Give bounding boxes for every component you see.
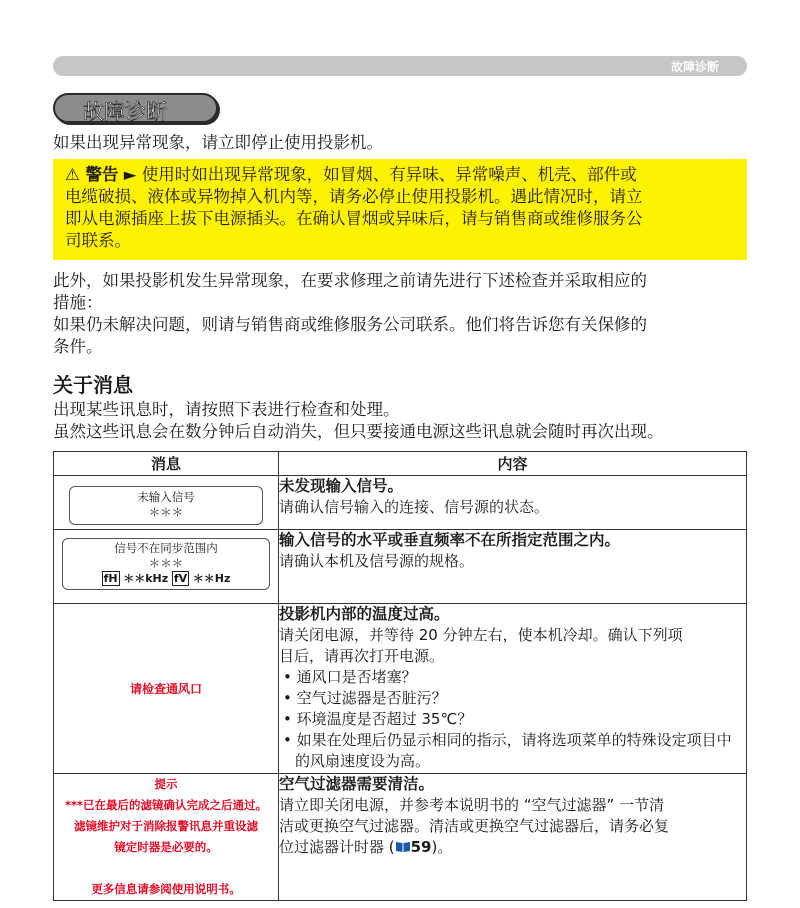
fv-label: fV [173, 572, 188, 585]
intro-text: 如果出现异常现象，请立即停止使用投影机。 [53, 133, 383, 152]
message-cell [54, 774, 279, 901]
message-text: 信号不在同步范围内 [114, 541, 218, 555]
list-item: • 通风口是否堵塞？ [283, 668, 417, 686]
header-bar [53, 56, 747, 76]
message-text: 请检查通风口 [129, 682, 202, 696]
list-item-text: 如果在处理后仍显示相同的指示，请将选项菜单的特殊设定项目中的风扇速度设为高。 [295, 731, 732, 770]
content-line: 请立即关闭电源，并参考本说明书的 “空气过滤器” 一节清 [279, 796, 665, 814]
section-title-pill [53, 93, 218, 123]
message-cell [54, 530, 279, 604]
list-item-text: 通风口是否堵塞？ [296, 668, 417, 686]
note-line: 滤镜维护对于消除报警讯息并重设滤 [74, 819, 258, 833]
table-row [54, 530, 747, 604]
content-cell [279, 774, 747, 901]
content-cell [279, 530, 747, 604]
content-line-text: 位过滤器计时器 ( [279, 838, 395, 856]
col-header-message: 消息 [54, 452, 279, 476]
message-asterisks: ＊＊＊ [148, 505, 184, 519]
warning-box [53, 159, 747, 260]
warning-line-2: 电缆破损、液体或异物掉入机内等，请务必停止使用投影机。遇此情况时，请立 [65, 187, 643, 206]
content-line: 洁或更换空气过滤器。清洁或更换空气过滤器后，请务必复 [279, 817, 670, 835]
list-item-text: 空气过滤器是否脏污？ [296, 689, 447, 707]
content-line [279, 837, 746, 858]
warning-line-3: 即从电源插座上拔下电源插头。在确认冒烟或异味后，请与销售商或维修服务公 [65, 209, 643, 228]
note-title: 提示 [154, 777, 178, 791]
warning-line-1 [65, 164, 737, 186]
content-line: 请确认信号输入的连接、信号源的状态。 [279, 498, 550, 516]
messages-intro-1: 出现某些讯息时，请按照下表进行检查和处理。 [53, 400, 400, 419]
section-title: 故障诊断 [83, 100, 167, 124]
frequency-line [63, 571, 269, 586]
table-header-row [54, 452, 747, 476]
note-line: ***已在最后的滤镜确认完成之后通过。 [64, 798, 268, 812]
content-title: 投影机内部的温度过高。 [279, 605, 450, 623]
fh-label: fH [103, 572, 118, 585]
message-box [62, 538, 270, 590]
content-cell [279, 604, 747, 774]
message-cell [54, 604, 279, 774]
note-line: 镜定时器是必要的。 [114, 840, 218, 854]
message-cell [54, 476, 279, 530]
warning-line-4: 司联系。 [65, 231, 131, 250]
warning-label: ⚠ 警告 [65, 165, 119, 184]
list-item: • 如果在处理后仍显示相同的指示，请将选项菜单的特殊设定项目中的风扇速度设为高。 [283, 731, 732, 770]
arrow-icon: ► [123, 165, 137, 184]
messages-intro-2: 虽然这些讯息会在数分钟后自动消失，但只要接通电源这些讯息就会随时再次出现。 [53, 422, 664, 441]
content-title: 空气过滤器需要清洁。 [279, 775, 435, 793]
table-row [54, 604, 747, 774]
list-item: • 空气过滤器是否脏污？ [283, 689, 447, 707]
book-icon [395, 840, 411, 853]
list-item: • 环境温度是否超过 35℃？ [283, 710, 473, 728]
content-line: 请确认本机及信号源的规格。 [279, 552, 475, 570]
list-item-text: 环境温度是否超过 35℃？ [296, 710, 473, 728]
header-section-label: 故障诊断 [670, 60, 719, 74]
fh-value: ＊＊kHz [123, 572, 169, 585]
table-row [54, 774, 747, 901]
para2-line-2: 措施： [53, 293, 103, 312]
message-box [69, 486, 263, 525]
message-asterisks: ＊＊＊ [148, 556, 184, 570]
page-reference[interactable]: 59 [410, 838, 432, 856]
messages-heading: 关于消息 [53, 373, 133, 397]
content-cell [279, 476, 747, 530]
fv-value: ＊＊Hz [192, 572, 231, 585]
content-title: 输入信号的水平或垂直频率不在所指定范围之内。 [279, 531, 621, 549]
content-line-text: )。 [431, 838, 453, 856]
content-title: 未发现输入信号。 [279, 477, 404, 495]
messages-table [53, 451, 747, 901]
note-spacer [54, 858, 278, 879]
table-row [54, 476, 747, 530]
message-text: 未输入信号 [137, 490, 195, 504]
para2-line-1: 此外，如果投影机发生异常现象，在要求修理之前请先进行下述检查并采取相应的 [53, 271, 647, 290]
warning-text: 使用时如出现异常现象，如冒烟、有异味、异常噪声、机壳、部件或 [141, 165, 637, 184]
col-header-content: 内容 [279, 452, 747, 476]
note-line: 更多信息请参阅使用说明书。 [91, 882, 241, 896]
content-line: 目后，请再次打开电源。 [279, 647, 445, 665]
para2-line-3: 如果仍未解决问题，则请与销售商或维修服务公司联系。他们将告诉您有关保修的 [53, 315, 647, 334]
content-line: 请关闭电源，并等待 20 分钟左右，使本机冷却。确认下列项 [279, 626, 683, 644]
para2-line-4: 条件。 [53, 337, 103, 356]
